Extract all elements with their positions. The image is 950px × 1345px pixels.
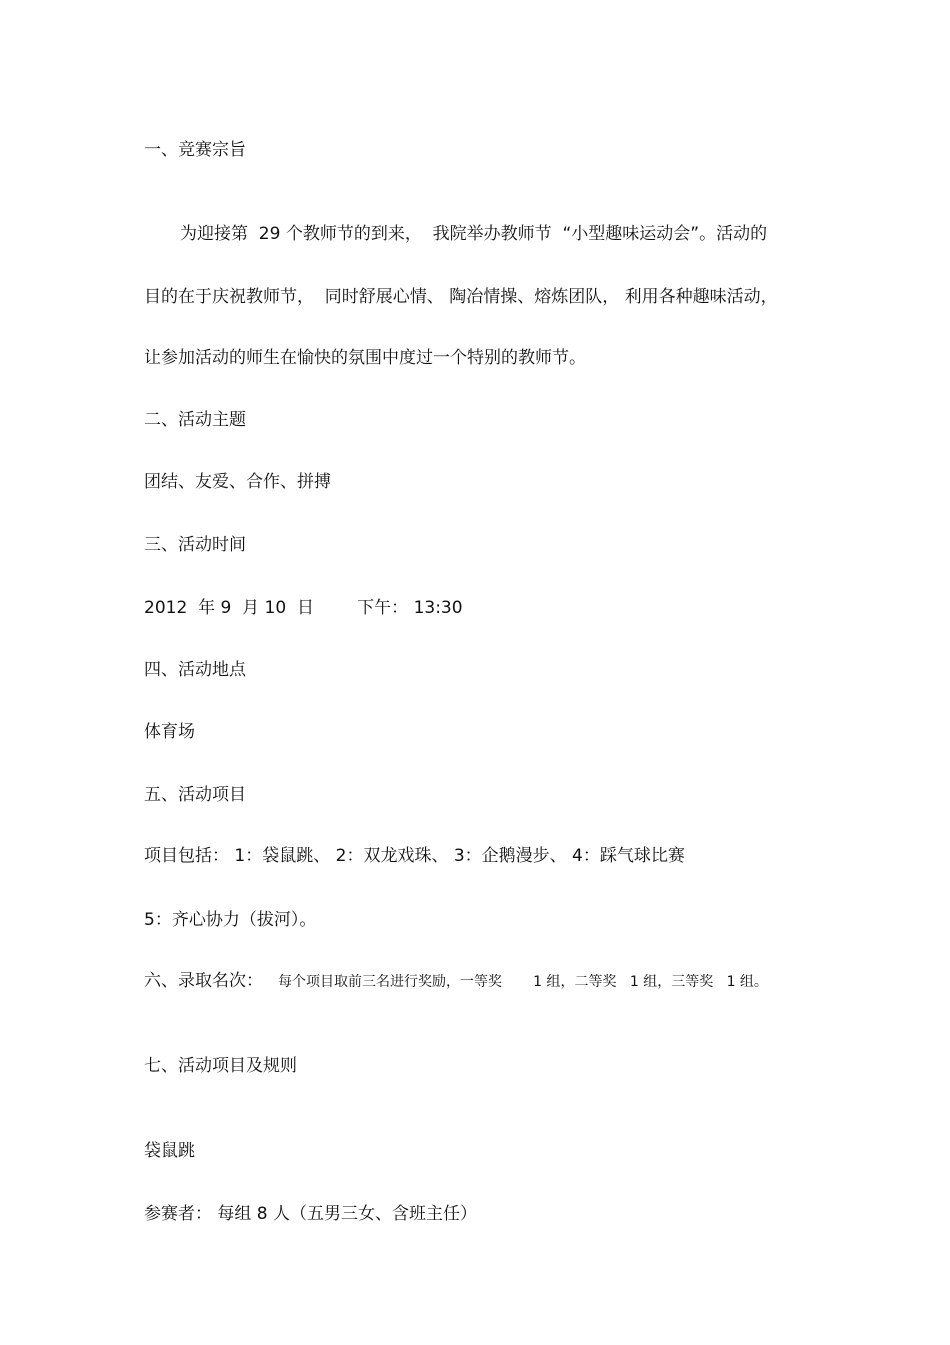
location-text: 体育场 xyxy=(144,722,195,742)
purpose-paragraph-line: 让参加活动的师生在愉快的氛围中度过一个特别的教师节。 xyxy=(144,348,586,368)
section3-heading: 三、活动时间 xyxy=(144,535,246,555)
theme-text: 团结、友爱、合作、拼搏 xyxy=(144,472,331,492)
section6-heading: 六、录取名次： xyxy=(144,971,263,991)
items-text: 5：齐心协力（拔河）。 xyxy=(144,910,317,930)
section4-heading: 四、活动地点 xyxy=(144,660,246,680)
event-name: 袋鼠跳 xyxy=(144,1141,195,1161)
purpose-paragraph-line: 为迎接第 29 个教师节的到来， 我院举办教师节 “小型趣味运动会”。活动的 xyxy=(180,224,768,244)
purpose-paragraph-line: 目的在于庆祝教师节， 同时舒展心情、 陶冶情操、熔炼团队， 利用各种趣味活动， xyxy=(144,287,778,307)
time-text: 2012 年 9 月 10 日 下午： 13:30 xyxy=(144,598,463,618)
section7-heading: 七、活动项目及规则 xyxy=(144,1056,297,1076)
items-text: 项目包括： 1：袋鼠跳、 2：双龙戏珠、 3：企鹅漫步、 4：踩气球比赛 xyxy=(144,846,685,866)
participants-text: 参赛者： 每组 8 人（五男三女、含班主任） xyxy=(144,1204,478,1224)
ranking-detail: 每个项目取前三名进行奖励，一等奖 1 组，二等奖 1 组，三等奖 1 组。 xyxy=(278,974,768,990)
section1-heading: 一、竞赛宗旨 xyxy=(144,140,246,160)
section2-heading: 二、活动主题 xyxy=(144,410,246,430)
section5-heading: 五、活动项目 xyxy=(144,785,246,805)
